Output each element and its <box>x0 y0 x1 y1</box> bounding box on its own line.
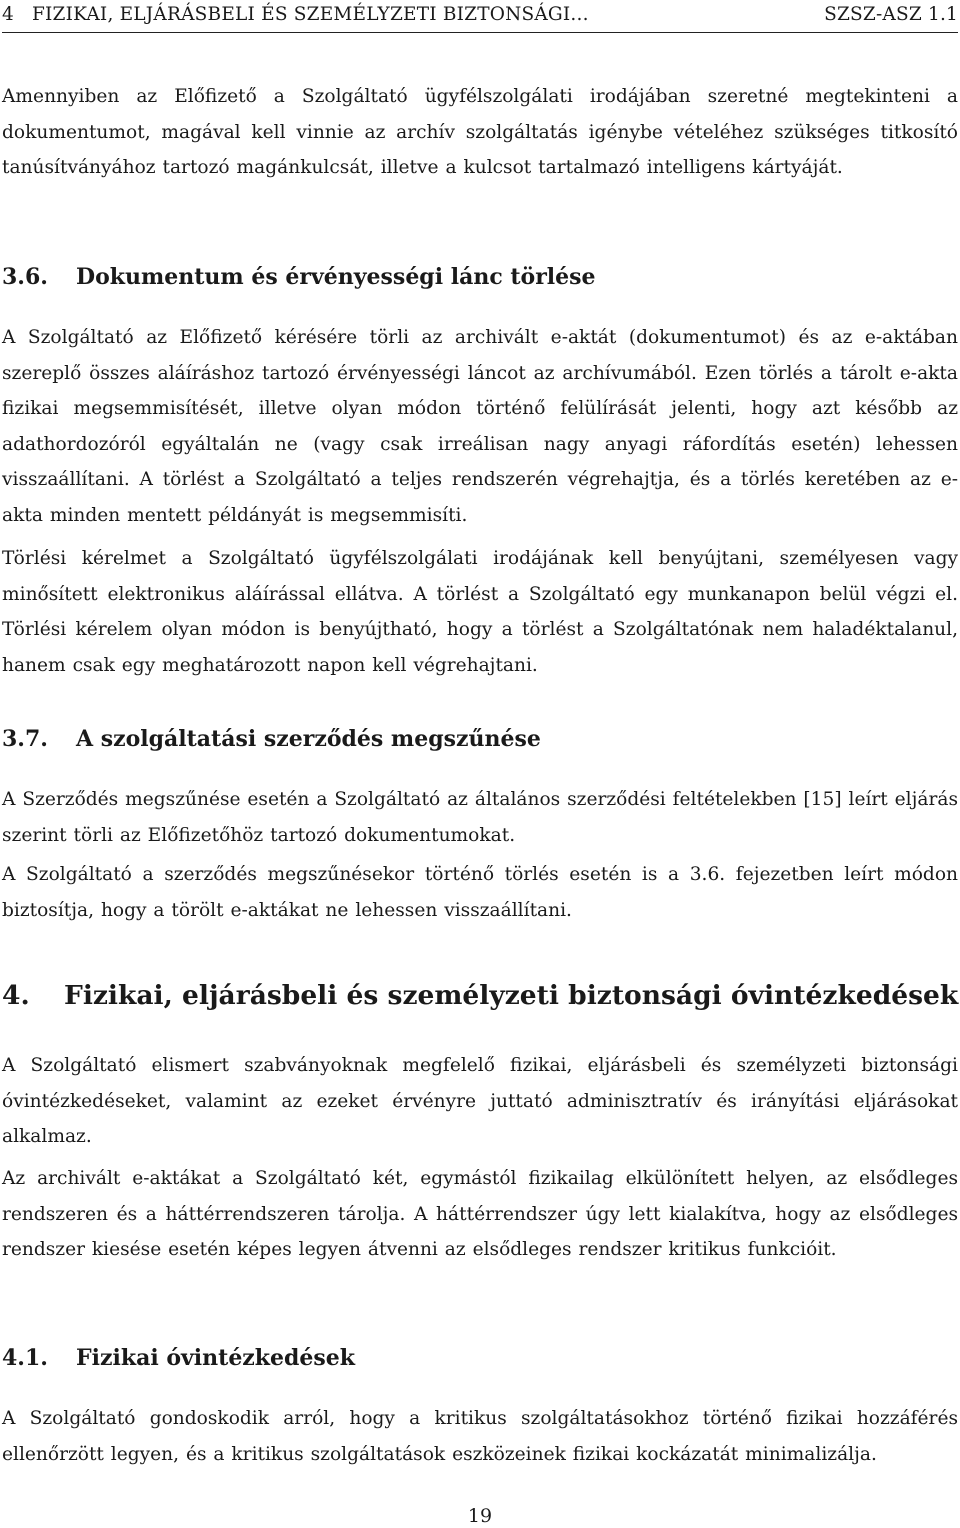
chapter-title: Fizikai, eljárásbeli és személyzeti biztonsági óvintézkedések <box>64 980 959 1011</box>
paragraph-4-standards: A Szolgáltató elismert szabványoknak megfelelő fizikai, eljárásbeli és személyzeti biztonsági óvintézkedéseket, valamint az ezeket érvényre juttató adminisztratív és irányítási eljárásokat alkalmaz. <box>2 1055 958 1147</box>
section-number: 3.7. <box>2 726 48 752</box>
section-title: Dokumentum és érvényességi lánc törlése <box>76 264 596 290</box>
chapter-heading-4 <box>2 980 958 1011</box>
header-document-id: SZSZ-ASZ 1.1 <box>824 4 958 25</box>
section-heading-3-7 <box>2 726 541 752</box>
section-number: 4.1. <box>2 1345 48 1371</box>
header-chapter-title: FIZIKAI, ELJÁRÁSBELI ÉS SZEMÉLYZETI BIZTONSÁGI... <box>32 4 589 25</box>
section-number: 3.6. <box>2 264 48 290</box>
paragraph-intro: Amennyiben az Előfizető a Szolgáltató ügyfélszolgálati irodájában szeretné megtekinteni a dokumentumot, magával kell vinnie az archív szolgáltatás igénybe vételéhez szükséges titkosító tanúsítványához tartozó magánkulcsát, illetve a kulcsot tartalmazó intelligens kártyáját. <box>2 86 958 178</box>
paragraph-3-6-deletion: A Szolgáltató az Előfizető kérésére törli az archivált e-aktát (dokumentumot) és az e-aktában szereplő összes aláíráshoz tartozó érvényességi láncot az archívumából. Ezen törlés a tárolt e-akta fizikai megsemmisítését, illetve olyan módon történő felülírását jelenti, hogy azt később az adathordozóról egyáltalán ne (vagy csak irreálisan nagy anyagi ráfordítás esetén) lehessen visszaállítani. A törlést a Szolgáltató a teljes rendszerén végrehajtja, és a törlés keretében az e-akta minden mentett példányát is megsemmisíti. <box>2 327 958 526</box>
paragraph-4-backup: Az archivált e-aktákat a Szolgáltató két, egymástól fizikailag elkülönített helyen, az elsődleges rendszeren és a háttérrendszeren tárolja. A háttérrendszer úgy lett kialakítva, hogy az elsődleges rendszer kiesése esetén képes legyen átvenni az elsődleges rendszer kritikus funkcióit. <box>2 1168 958 1260</box>
paragraph-4-1-physical: A Szolgáltató gondoskodik arról, hogy a kritikus szolgáltatásokhoz történő fizikai hozzáférés ellenőrzött legyen, és a kritikus szolgáltatások eszközeinek fizikai kockázatát minimalizálja. <box>2 1408 958 1465</box>
chapter-number: 4. <box>2 980 30 1011</box>
paragraph-3-6-request: Törlési kérelmet a Szolgáltató ügyfélszolgálati irodájának kell benyújtani, személyesen vagy minősített elektronikus aláírással ellátva. A törlést a Szolgáltató egy munkanapon belül végzi el. Törlési kérelem olyan módon is benyújtható, hogy a törlést a Szolgáltatónak nem haladéktalanul, hanem csak egy meghatározott napon kell végrehajtani. <box>2 548 958 676</box>
paragraph-3-7-termination: A Szerződés megszűnése esetén a Szolgáltató az általános szerződési feltételekben [15] leírt eljárás szerint törli az Előfizetőhöz tartozó dokumentumokat. <box>2 789 958 846</box>
paragraph-3-7-restore: A Szolgáltató a szerződés megszűnésekor történő törlés esetén is a 3.6. fejezetben leírt módon biztosítja, hogy a törölt e-aktákat ne lehessen visszaállítani. <box>2 864 958 921</box>
header-chapter-number: 4 <box>2 4 14 25</box>
section-title: A szolgáltatási szerződés megszűnése <box>76 726 541 752</box>
section-heading-4-1 <box>2 1345 355 1371</box>
page-number: 19 <box>467 1505 493 1527</box>
section-heading-3-6 <box>2 264 596 290</box>
section-title: Fizikai óvintézkedések <box>76 1345 356 1371</box>
running-header <box>2 4 958 33</box>
